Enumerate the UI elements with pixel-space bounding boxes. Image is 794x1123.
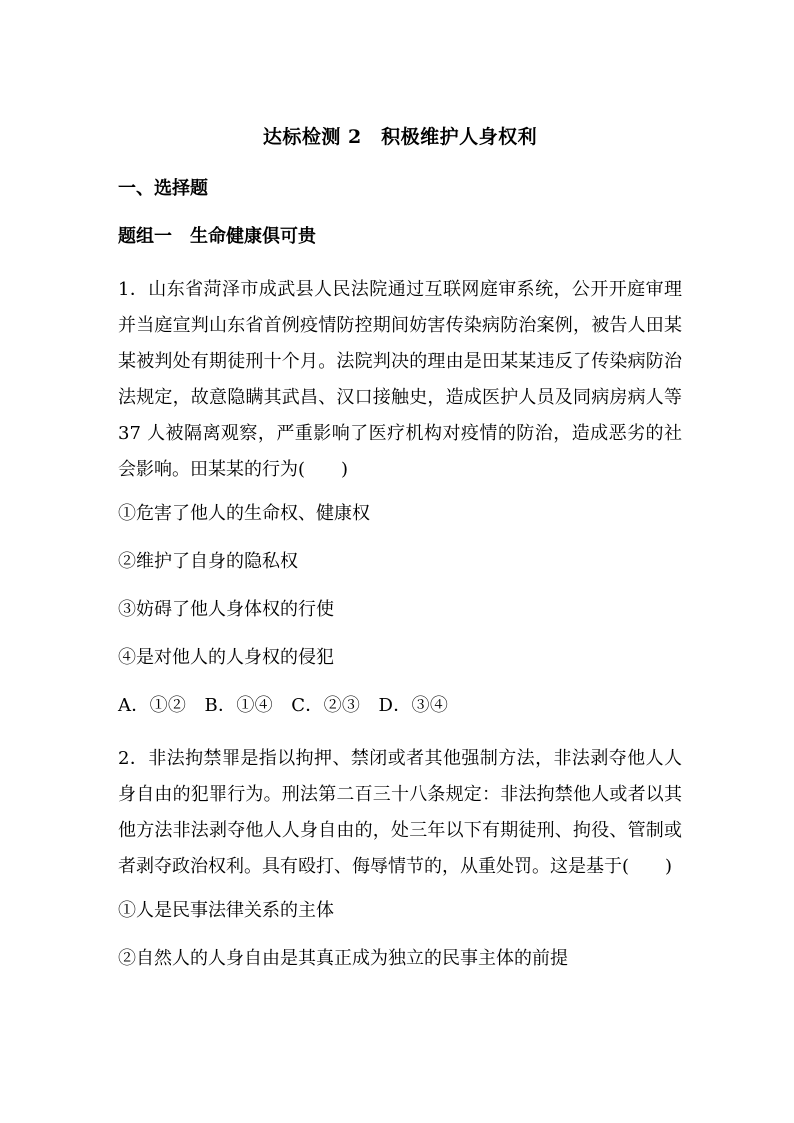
question-2-option-2: ②自然人的人身自由是其真正成为独立的民事主体的前提 bbox=[118, 948, 568, 969]
question-group-heading: 题组一 生命健康俱可贵 bbox=[118, 226, 316, 247]
question-2 bbox=[118, 741, 682, 972]
question-1-option-4: ④是对他人的人身权的侵犯 bbox=[118, 647, 334, 668]
document-title: 达标检测 2 积极维护人身权利 bbox=[262, 126, 538, 148]
question-1-answer-choices: A．①② B．①④ C．②③ D．③④ bbox=[118, 695, 449, 716]
question-1-option-1: ①危害了他人的生命权、健康权 bbox=[118, 503, 370, 524]
question-1 bbox=[118, 272, 682, 719]
section-heading: 一、选择题 bbox=[118, 178, 208, 199]
question-2-stem: 2．非法拘禁罪是指以拘押、禁闭或者其他强制方法，非法剥夺他人人身自由的犯罪行为。刑法第二百三十八条规定：非法拘禁他人或者以其他方法非法剥夺他人人身自由的，处三年以下有期徒刑、拘役、管制或者剥夺政治权利。具有殴打、侮辱情节的，从重处罚。这是基于( ) bbox=[118, 748, 682, 877]
question-2-option-1: ①人是民事法律关系的主体 bbox=[118, 900, 334, 921]
question-1-stem: 1．山东省菏泽市成武县人民法院通过互联网庭审系统，公开开庭审理并当庭宣判山东省首例疫情防控期间妨害传染病防治案例，被告人田某某被判处有期徒刑十个月。法院判决的理由是田某某违反了传染病防治法规定，故意隐瞒其武昌、汉口接触史，造成医护人员及同病房病人等 37 人被隔离观察，严重影响了医疗机构对疫情的防治，造成恶劣的社会影响。田某某的行为( ) bbox=[118, 279, 682, 480]
question-1-option-3: ③妨碍了他人身体权的行使 bbox=[118, 599, 334, 620]
question-1-option-2: ②维护了自身的隐私权 bbox=[118, 551, 298, 572]
